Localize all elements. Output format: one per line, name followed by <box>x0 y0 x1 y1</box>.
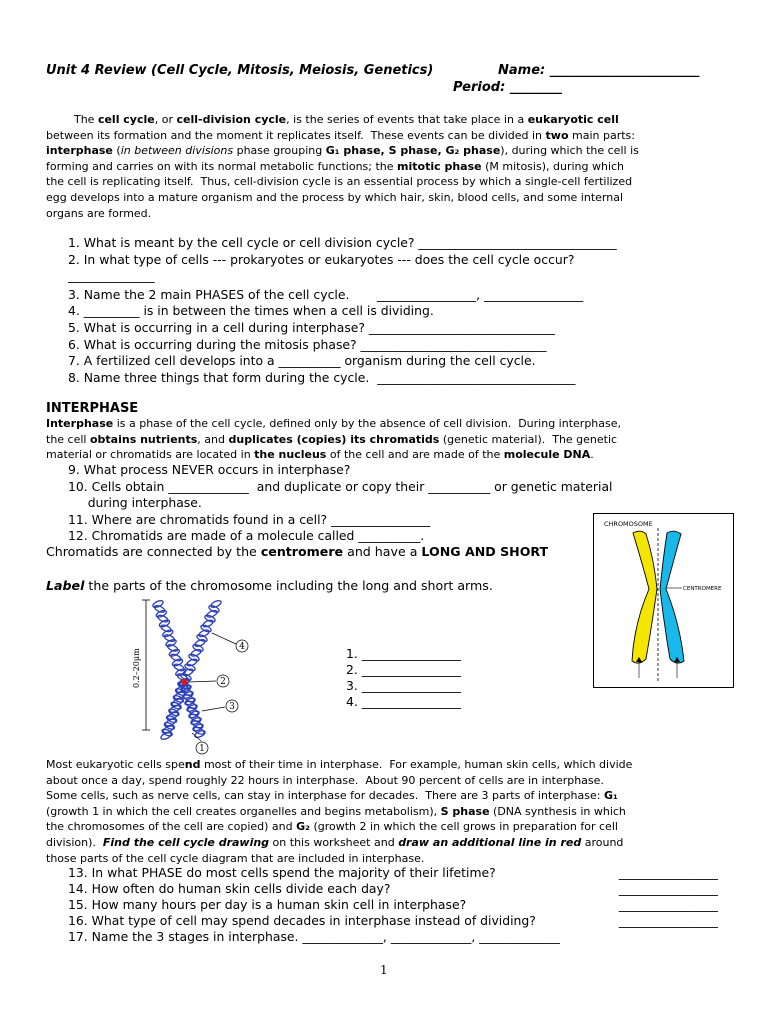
question-item[interactable] <box>68 865 718 881</box>
questions-1-8 <box>68 235 617 386</box>
callout-1 <box>196 742 208 754</box>
text-line: material or chromatids are located in the nucleus of the cell and are made of the molecule DNA. <box>46 448 594 462</box>
svg-text:2: 2 <box>220 677 226 687</box>
question-text: 16. What type of cell may spend decades in interphase instead of dividing? <box>68 913 536 928</box>
label-answer-blanks <box>346 646 461 710</box>
chromosome-micrograph-figure <box>128 596 268 756</box>
questions-9-12 <box>68 462 612 545</box>
label-blank[interactable]: 1. ________________ <box>346 646 461 661</box>
question-item[interactable]: 1. What is meant by the cell cycle or cell division cycle? ________________________________ <box>68 235 617 250</box>
question-item[interactable] <box>68 913 718 929</box>
callout-4 <box>236 640 248 652</box>
callout-2 <box>217 675 229 687</box>
text-line: organs are formed. <box>46 206 152 220</box>
text-line: those parts of the cell cycle diagram that are included in interphase. <box>46 851 425 865</box>
question-item[interactable]: 7. A fertilized cell develops into a __________ organism during the cell cycle. <box>68 353 536 369</box>
centromere-dot <box>181 679 187 685</box>
answer-blank[interactable]: ________________ <box>618 865 718 880</box>
period-field[interactable]: Period: ________ <box>453 80 562 95</box>
label-instruction <box>46 578 493 594</box>
text-line: division). Find the cell cycle drawing on this worksheet and draw an additional line in red around <box>46 835 624 849</box>
label-blank[interactable]: 3. ________________ <box>346 678 461 693</box>
question-item[interactable]: 10. Cells obtain _____________ and duplicate or copy their __________ or genetic material <box>68 478 613 494</box>
label-blank[interactable]: 4. ________________ <box>346 694 461 709</box>
text-line: the cell is replicating itself. Thus, cell-division cycle is an essential process by which a single-cell fertilized <box>46 175 633 189</box>
interphase-duration-paragraph <box>46 757 756 866</box>
callout-3 <box>226 700 238 712</box>
label-blank[interactable]: 2. ________________ <box>346 662 461 677</box>
question-item[interactable]: 12. Chromatids are made of a molecule called __________. <box>68 528 425 544</box>
question-item[interactable]: 4. _________ is in between the times when a cell is dividing. <box>68 303 434 319</box>
question-item[interactable] <box>68 897 718 913</box>
question-text: 14. How often do human skin cells divide each day? <box>68 881 391 896</box>
text-line: the cell obtains nutrients, and duplicates (copies) its chromatids (genetic material). The genetic <box>46 432 618 446</box>
text-line: forming and carries on with its normal metabolic functions; the mitotic phase (M mitosis), during which <box>46 159 625 173</box>
question-item[interactable]: 9. What process NEVER occurs in interphase? <box>68 462 351 477</box>
name-field[interactable]: Name: _______________________ <box>498 63 700 78</box>
chromosome-diagram <box>593 513 734 688</box>
svg-text:3: 3 <box>229 702 235 712</box>
text-line: between its formation and the moment it replicates itself. These events can be divided in two main parts: <box>46 128 635 142</box>
page-number: 1 <box>380 963 388 977</box>
scale-label: 0.2–20μm <box>132 648 141 688</box>
intro-paragraph <box>46 112 736 221</box>
centromere-statement <box>46 544 548 560</box>
coiled-chromosome <box>152 599 222 740</box>
question-item[interactable]: 3. Name the 2 main PHASES of the cell cycle. ________________, ________________ <box>68 286 584 302</box>
text-line: egg develops into a mature organism and the process by which hair, skin, blood cells, and some internal <box>46 190 624 204</box>
text-line: Most eukaryotic cells spend most of their time in interphase. For example, human skin cells, which divide <box>46 758 633 771</box>
answer-blank[interactable]: ________________ <box>618 881 718 896</box>
text-line: about once a day, spend roughly 22 hours in interphase. About 90 percent of cells are in interphase. <box>46 773 604 787</box>
question-item[interactable]: 11. Where are chromatids found in a cell? ________________ <box>68 511 431 527</box>
question-text: 13. In what PHASE do most cells spend the majority of their lifetime? <box>68 865 496 880</box>
centromere-label: CENTROMERE <box>683 586 722 592</box>
question-text: 15. How many hours per day is a human skin cell in interphase? <box>68 897 467 912</box>
right-chromatid <box>660 531 684 663</box>
interphase-paragraph <box>46 416 746 463</box>
worksheet-title: Unit 4 Review (Cell Cycle, Mitosis, Meiosis, Genetics) <box>46 63 434 78</box>
question-text: 17. Name the 3 stages in interphase. _____________, _____________, _____________ <box>68 929 560 944</box>
text-line: (growth 1 in which the cell creates organelles and begins metabolism), S phase (DNA synthesis in which <box>46 804 626 818</box>
text-line: Chromatids are connected by the centromere and have a LONG AND SHORT <box>46 544 549 559</box>
left-chromatid <box>632 531 657 663</box>
question-item[interactable]: 6. What is occurring during the mitosis phase? ______________________________ <box>68 336 547 352</box>
chromatin-coil <box>160 731 172 740</box>
text-line: Interphase is a phase of the cell cycle, defined only by the absence of cell division. During interphase, <box>46 417 622 430</box>
question-item[interactable]: ______________ <box>68 268 155 284</box>
text-line: Some cells, such as nerve cells, can stay in interphase for decades. There are 3 parts of interphase: G₁ <box>46 789 618 803</box>
interphase-heading: INTERPHASE <box>46 401 139 416</box>
svg-text:4: 4 <box>239 642 245 652</box>
question-item[interactable]: during interphase. <box>68 495 202 511</box>
question-item[interactable]: 5. What is occurring in a cell during interphase? ______________________________ <box>68 319 555 335</box>
question-item[interactable] <box>68 881 718 897</box>
question-item[interactable]: 8. Name three things that form during the cycle. ________________________________ <box>68 369 576 385</box>
text-line: interphase (in between divisions phase grouping G₁ phase, S phase, G₂ phase), during which the cell is <box>46 144 639 158</box>
text-line: The cell cycle, or cell-division cycle, is the series of events that take place in a eukaryotic cell <box>46 113 619 126</box>
scale-bar <box>132 600 150 730</box>
text-line: Label the parts of the chromosome including the long and short arms. <box>46 578 493 593</box>
svg-text:1: 1 <box>199 744 205 754</box>
chromosome-title: CHROMOSOME <box>604 520 653 528</box>
question-item[interactable]: 2. In what type of cells --- prokaryotes or eukaryotes --- does the cell cycle occur? <box>68 251 575 267</box>
answer-blank[interactable]: ________________ <box>618 913 718 928</box>
text-line: the chromosomes of the cell are copied) and G₂ (growth 2 in which the cell grows in preparation for cell <box>46 820 618 834</box>
question-item[interactable] <box>68 929 718 945</box>
answer-blank[interactable]: ________________ <box>618 897 718 912</box>
questions-13-17 <box>68 865 718 945</box>
